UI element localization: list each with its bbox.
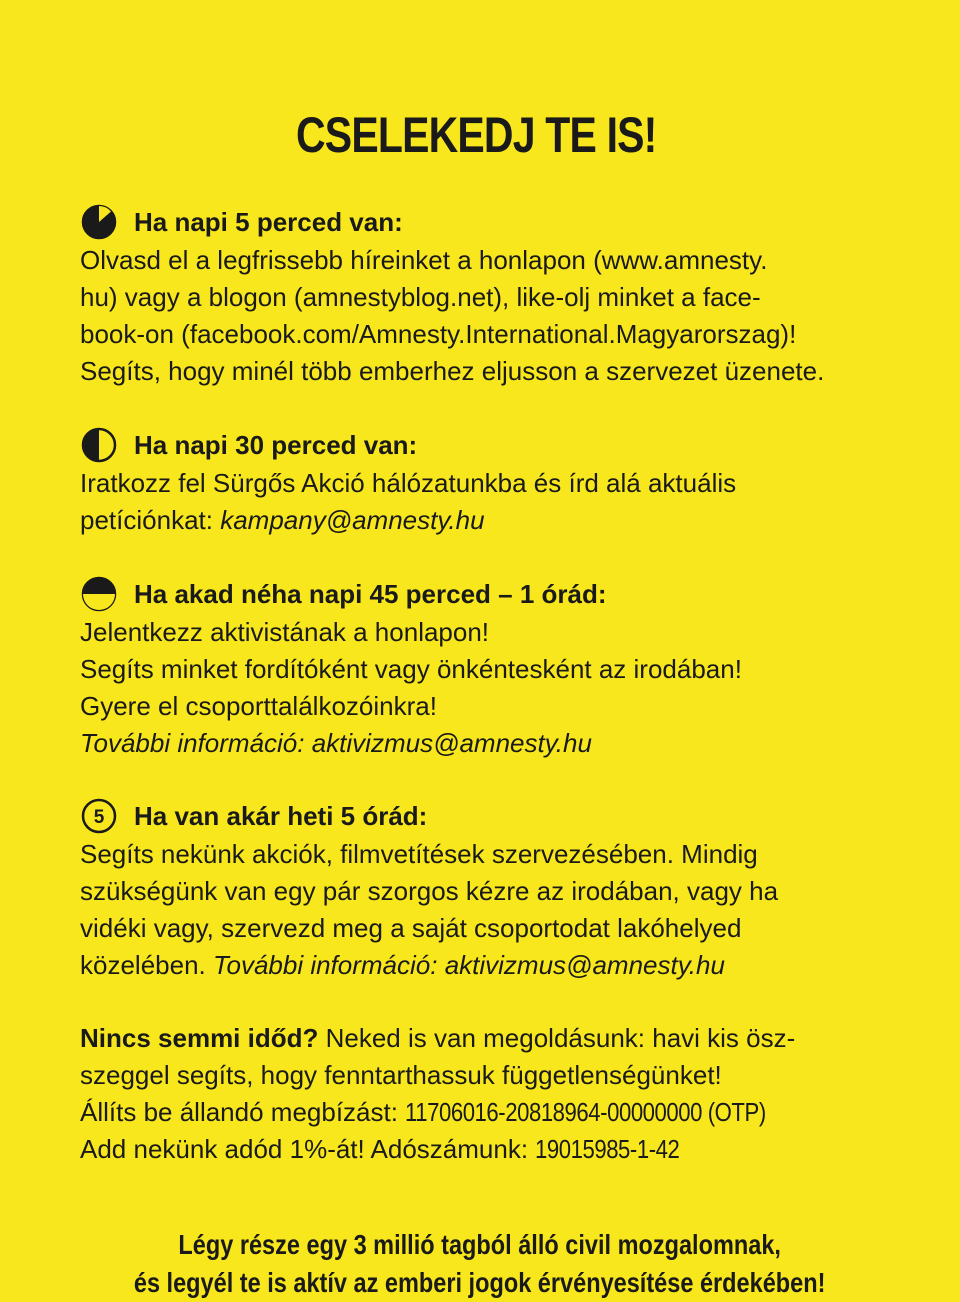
text-prefix: Add nekünk adód 1%-át! Adószámunk: xyxy=(80,1134,536,1164)
section-45-minutes xyxy=(80,574,880,762)
section-5-minutes xyxy=(80,202,880,390)
text-line: book-on (facebook.com/Amnesty.International.Magyarorszag)! xyxy=(80,319,797,349)
section-heading xyxy=(80,796,880,836)
clock-quarter-icon xyxy=(80,203,118,241)
clock-three-quarter-icon xyxy=(80,575,118,613)
section-heading-text: Ha akad néha napi 45 perced – 1 órád: xyxy=(134,578,607,609)
donate-text: Neked is van megoldásunk: havi kis ösz- xyxy=(318,1023,796,1053)
info-email-link[interactable]: További információ: aktivizmus@amnesty.hu xyxy=(212,950,725,980)
text-prefix: petíciónkat: xyxy=(80,505,221,535)
section-heading-text: Ha napi 5 perced van: xyxy=(134,206,403,237)
section-heading-text: Ha van akár heti 5 órád: xyxy=(134,800,428,831)
section-30-minutes xyxy=(80,425,880,539)
tax-number: 19015985-1-42 xyxy=(535,1134,680,1164)
text-line: Segíts nekünk akciók, filmvetítések szervezésében. Mindig xyxy=(80,839,758,869)
text-line: vidéki vagy, szervezd meg a saját csoportodat lakóhelyed xyxy=(80,913,742,943)
bank-account-number: 11706016-20818964-00000000 (OTP) xyxy=(405,1097,766,1127)
section-heading xyxy=(80,202,880,242)
text-line xyxy=(80,1094,880,1131)
section-heading-text: Ha napi 30 perced van: xyxy=(134,429,418,460)
donation-section xyxy=(80,1020,880,1168)
text-line: Segíts, hogy minél több emberhez eljusson a szervezet üzenete. xyxy=(80,356,825,386)
text-line: hu) vagy a blogon (amnestyblog.net), like-olj minket a face- xyxy=(80,282,761,312)
footer-line: és legyél te is aktív az emberi jogok érvényesítése érdekében! xyxy=(134,1267,826,1298)
text-line: Olvasd el a legfrissebb híreinket a honlapon (www.amnesty. xyxy=(80,245,768,275)
info-email-link[interactable]: További információ: aktivizmus@amnesty.hu xyxy=(80,728,592,758)
text-line: Gyere el csoporttalálkozóinkra! xyxy=(80,691,437,721)
section-5-hours xyxy=(80,796,880,984)
text-line: Iratkozz fel Sürgős Akció hálózatunkba és írd alá aktuális xyxy=(80,468,737,498)
donate-heading: Nincs semmi időd? xyxy=(80,1023,319,1053)
text-line: Segíts minket fordítóként vagy önkéntesként az irodában! xyxy=(80,654,742,684)
text-line: szeggel segíts, hogy fenntarthassuk függetlenségünket! xyxy=(80,1060,722,1090)
text-line xyxy=(80,1020,880,1057)
number-5-text: 5 xyxy=(93,807,105,828)
text-line xyxy=(80,502,880,539)
text-prefix: Állíts be állandó megbízást: xyxy=(80,1097,406,1127)
section-heading xyxy=(80,425,880,465)
text-prefix: közelében. xyxy=(80,950,213,980)
text-line xyxy=(80,1131,880,1168)
text-line xyxy=(80,947,880,984)
page-title: CSELEKEDJ TE IS! xyxy=(296,107,657,163)
number-5-circle-icon xyxy=(80,797,118,835)
section-heading xyxy=(80,574,880,614)
clock-half-icon xyxy=(80,426,118,464)
text-line: szükségünk van egy pár szorgos kézre az irodában, vagy ha xyxy=(80,876,779,906)
footer-slogan xyxy=(0,1226,960,1302)
email-link[interactable]: kampany@amnesty.hu xyxy=(220,505,485,535)
text-line: Jelentkezz aktivistának a honlapon! xyxy=(80,617,490,647)
footer-line: Légy része egy 3 millió tagból álló civil mozgalomnak, xyxy=(178,1229,782,1260)
